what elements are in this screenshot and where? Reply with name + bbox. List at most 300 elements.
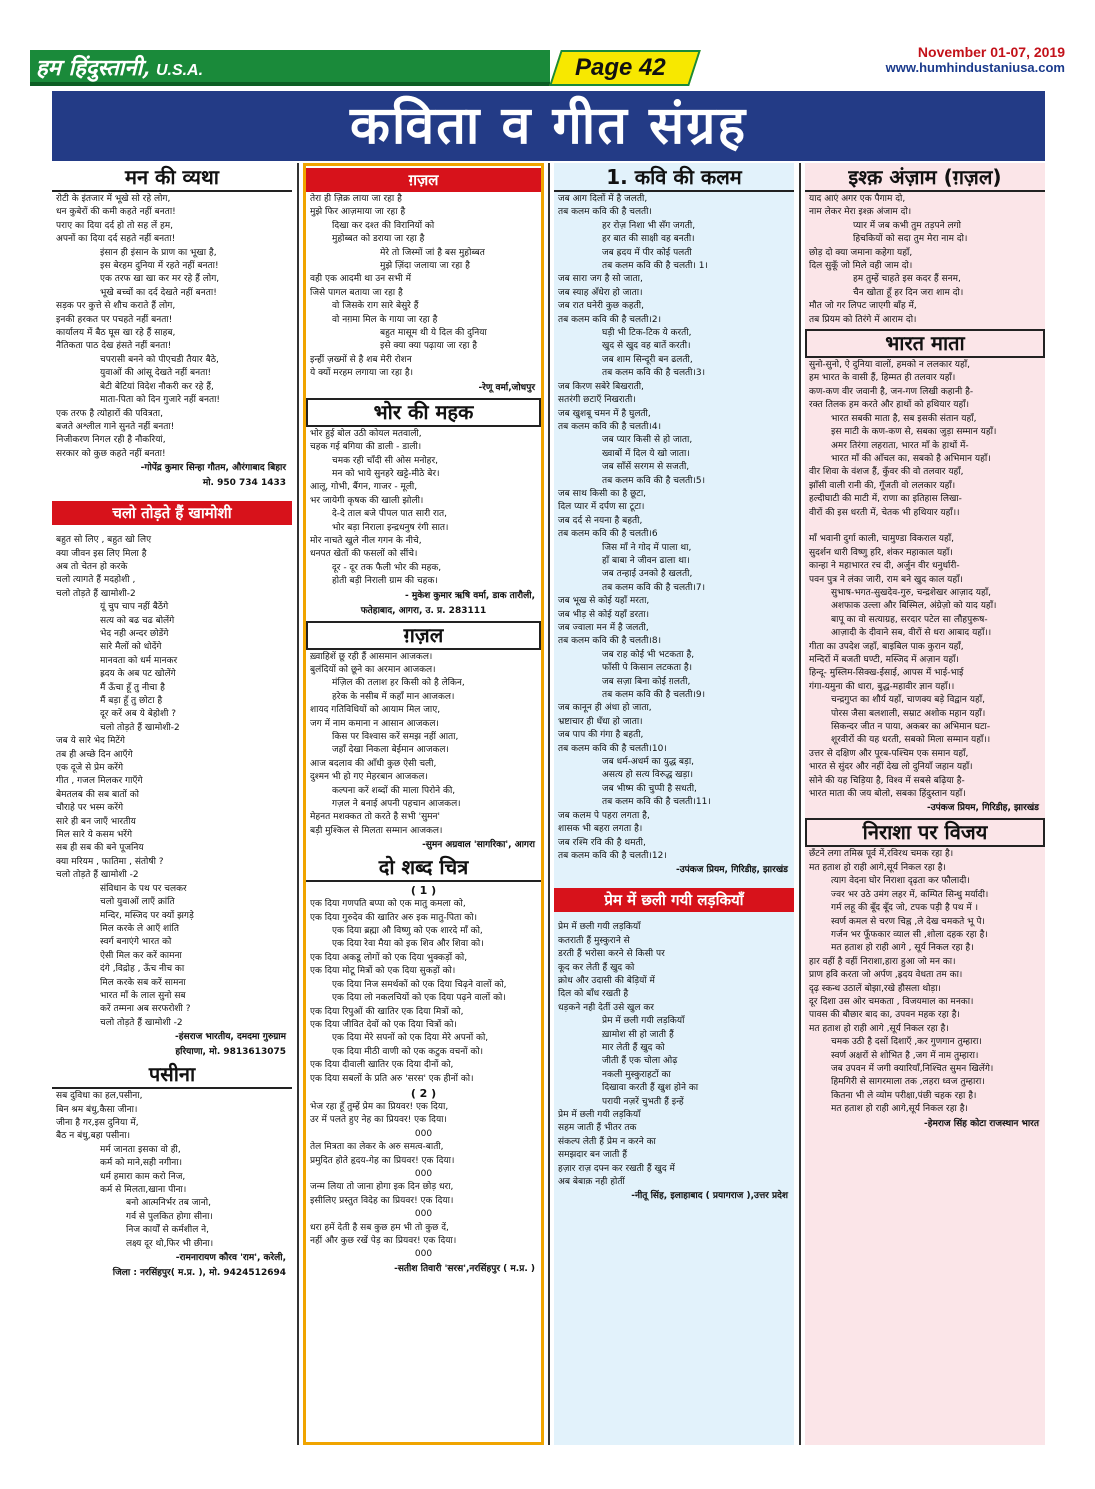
poem-line: धनपत खेतों की फसलों को सींचे। — [310, 549, 418, 560]
poem-line: जब प्यार किसी से हो जाता, — [602, 435, 693, 446]
poem-line: इस बेरहम दुनिया में रहते नहीं बनता! — [100, 261, 219, 272]
poem-line: क्या मरियम , फातिमा , संतोषी ? — [56, 856, 164, 867]
poem-line: नकली मुस्कुराहटों का — [602, 1069, 671, 1080]
poem-line: एक दूजे से प्रेम करेंगे — [56, 763, 124, 774]
poem-line: उत्तर से दक्षिण और पूरब-पश्चिम एक समान यहाँ, — [809, 748, 969, 759]
poem-line: परायी नज़रें चुभती हैं इन्हें — [602, 1096, 684, 1107]
poem-line: दुश्मन भी हो गए मेहरबान आजकल। — [310, 772, 428, 783]
poem-line: अशफाक उल्ला और बिस्मिल, अंग्रेज़ो को याद यहाँ। — [831, 601, 997, 612]
poem-line: चपरासी बनने को पीएचडी तैयार बैठे, — [100, 354, 219, 365]
poem-line: सड़क पर कुत्ते से शौच कराते हैं लोग, — [56, 301, 176, 312]
poem-line: पावस की बौछार बाद का, उपवन महक रहा है। — [809, 1010, 960, 1021]
poem-line: सत्य को बढ चढ बोलेंगे — [100, 615, 175, 626]
poem-line: इसे क्या क्या पढ़ाया जा रहा है — [380, 341, 478, 352]
poem-line: 000 — [414, 1128, 433, 1139]
poem-line: माँ भवानी दुर्गा काली, चामुण्डा विकराल यहाँ, — [809, 534, 954, 545]
poem-line: एक दिया गुरुदेव की खातिर अरु इक मातु-पिता को। — [310, 912, 477, 923]
poem-line: कार्यालय में बैठ घूस खा रहे हैं साहब, — [56, 328, 176, 339]
poem-line: बहुत सो लिए , बहुत खो लिए — [56, 535, 152, 546]
poem-line: भूखे बच्चों का दर्द देखते नहीं बनता! — [100, 287, 217, 298]
poem-line: चलो त्यागते हैं मदहोशी , — [56, 575, 136, 586]
poem-line: बापू का वो सत्याग्रह, सरदार पटेल सा लौहपुरूष- — [831, 614, 988, 625]
poem-line: यूं चुप चाप नहीं बैठेंगे — [100, 602, 169, 613]
poem-line: वीरों की इस धरती में, चेतक भी हथियार यहाँ।। — [809, 507, 960, 518]
poem-line: हम तुम्हें चाहते इस कदर हैं सनम, — [853, 274, 961, 285]
poem-line: तब कलम कवि की है चलती।11। — [602, 797, 711, 808]
poem-line: दूर दिशा उस ओर चमकता , विजयमाल का मनका। — [809, 996, 974, 1007]
poem-title: पसीना — [52, 1062, 292, 1089]
poem-line: करें तम्मना अब सरफरोशी ? — [100, 1004, 191, 1015]
poem-line: आज़ादी के दीवाने सब, वीरों से धरा आबाद यहाँ।। — [831, 628, 992, 639]
poem-line: शूरवीरों की यह धरती, सबको मिला सम्मान यहाँ।। — [831, 735, 991, 746]
brand-name — [36, 52, 203, 82]
poem-line: बुलंदियों को छूने का अरमान आजकल। — [310, 664, 436, 675]
poem-line: धरा हमें देती है सब कुछ हम भी तो कुछ दें, — [310, 1222, 449, 1233]
poem-line: इंसान ही इंसान के प्राण का भूखा है, — [100, 247, 217, 258]
poem-line: धड़कने नही देतीं उसे खुल कर — [558, 1002, 654, 1013]
column-divider — [799, 163, 801, 1445]
poem-line: नैतिकता पाठ देख हंसते नहीं बनता! — [56, 341, 172, 352]
poem-author: -रेणू वर्मा,जोधपुर — [478, 382, 535, 393]
poem-line: जब सारा जग है सो जाता, — [558, 274, 643, 285]
poem-line: प्रेम में छली गयी लड़कियाँ — [558, 922, 641, 933]
poem-line: क्या जीवन इस लिए मिला है — [56, 548, 147, 559]
column-4 — [805, 163, 1045, 1445]
poem-line: रोटी के इंतजार में भूखे सो रहे लोग, — [56, 194, 171, 204]
poem-line: सोने की यह चिड़िया है, विश्व में सबसे बढ़िया है- — [809, 775, 965, 786]
poem-line: तब कलम कवि की है चलती।12। — [558, 850, 667, 861]
poem-line: प्राण हवि करता जो अर्पण ,ह्रदय वेधता तम का। — [809, 970, 963, 981]
poem-line: दिखावा करती हैं खुश होने का — [602, 1083, 699, 1094]
poem-body — [306, 1101, 541, 1262]
poem-line: हल्दीघाटी की माटी में, राणा का इतिहास लिखा- — [809, 494, 962, 505]
poem-line: चलो तोड़ते हैं खामोशी -2 — [100, 1017, 183, 1028]
poem-line: एक दिया मीठी वाणी को एक कटुक वचनों को। — [332, 1046, 484, 1057]
poem-author: -उपंकज प्रियम, गिरिडीह, झारखंड — [927, 803, 1039, 814]
poem-line: जब धर्म-अधर्म का युद्ध बड़ा, — [602, 757, 695, 768]
poem-line: असत्य हो सत्य विरुद्ध खड़ा। — [602, 770, 694, 781]
poem-line: वो जिसके राग सारे बेसुरे हैं — [332, 301, 419, 312]
poem-body — [805, 848, 1045, 1116]
poem-line: मंज़िल की तलाश हर किसी को है लेकिन, — [332, 678, 465, 689]
poem-body — [52, 534, 292, 1030]
banner-title: कविता व गीत संग्रह — [349, 96, 748, 156]
poem-line: कतराती हैं मुस्कुराने से — [558, 935, 630, 946]
poem-line: ख्वाबों में दिल ये खो जाता। — [602, 448, 690, 459]
poem-line: उर में पलते हुए नेह का प्रियवर! एक दिया। — [310, 1115, 447, 1126]
poem-line: झाँसी वाली रानी की, गूँजती वो ललकार यहाँ। — [809, 480, 956, 491]
poem-line: चहक गई बगिया की डाली - डाली। — [310, 442, 422, 453]
poem-line: गंगा-यमुना की धारा, बुद्ध-महावीर ज्ञान यहाँ।। — [809, 681, 955, 692]
poem-line: माता-पिता को दिन गुजारे नहीं बनता! — [100, 395, 221, 406]
poem-line: जग में नाम कमाना न आसान आजकल। — [310, 718, 439, 729]
poem-line: जीना है गर,इस दुनिया में, — [56, 1117, 139, 1128]
poem-line: वही एक आदमी था उन सभी में — [310, 274, 411, 285]
poem-line: भोर बड़ा निराला इन्द्रधनुष रंगी सात। — [332, 522, 449, 533]
poem-line: एक दिया ब्रह्मा औ विष्णु को एक शारदे माँ को, — [332, 926, 483, 937]
poem-line: हम भारत के वासी हैं, हिम्मत ही तलवार यहाँ। — [809, 373, 956, 384]
poem-line: एक तरफ है त्योहारों की पवित्रता, — [56, 408, 163, 419]
poem-line: मौत जो गर लिपट जाएगी बाँह में, — [809, 301, 917, 312]
poem-line: सुनो-सुनो, ऐ दुनिया वालों, हमको न ललकार यहाँ, — [809, 360, 970, 371]
poem-line: चैन खोता हूँ हर दिन जरा शाम दो। — [853, 287, 964, 298]
poem-line: तब कलम कवि की है चलती।5। — [602, 475, 706, 486]
poem-line: जब साथ किसी का है छूटा, — [558, 488, 647, 499]
poem-line: जब कलम पे पहरा लगता है, — [558, 810, 650, 821]
poem-line: जब रश्मि रवि की है थमती, — [558, 837, 646, 848]
poem-line: कण-कण वीर जवानी है, जन-गण लिखी कहानी है- — [809, 386, 974, 397]
poem-line: त्याग वेदना घोर निराशा दृढ़ता कर फौलादी। — [831, 876, 970, 887]
poem-body — [52, 1090, 292, 1251]
stanza-number: ( 1 ) — [410, 884, 437, 898]
poem-body — [306, 428, 541, 589]
poem-line: जब साँसें सरगम से सजती, — [602, 462, 690, 473]
poem-line: मुझे ज़िंदा जलाया जा रहा है — [380, 261, 470, 272]
poem-line: संविधान के पथ पर चलकर — [100, 883, 187, 894]
poem-line: भेज रहा हूँ तुम्हें प्रेम का प्रियवर! एक दिया, — [310, 1101, 449, 1112]
poem-line: जब खुशबू चमन में है घुलती, — [558, 408, 651, 419]
poem-line: दंगे ,विद्रोह , ऊँच नीच का — [100, 964, 185, 975]
poem-line: गर्जन भर फूँफकार व्याल सी ,शोला दहक रहा है। — [831, 929, 988, 940]
poem-line: निजीकरण निगल रही है नौकरियां, — [56, 435, 166, 446]
poem-line: जब सज़ा बिना कोई ग़लती, — [602, 676, 691, 687]
poem-author: -हंसराज भारतीय, दमदमा गुरुग्राम — [174, 1032, 286, 1043]
poem-line: दृढ़ स्कन्ध उठालें बोझा,रखे हौसला थोड़ा। — [809, 983, 941, 994]
column-divider — [297, 163, 299, 1445]
poem-line: ख़्वाहिशें छू रही हैं आसमान आजकल। — [310, 651, 433, 662]
poem-line: चलो तोड़ते हैं खामोशी-2 — [100, 722, 180, 733]
poem-line: छोड़ दो क्या जमाना कहेगा यहाँ, — [809, 247, 913, 258]
poem-line: हिमगिरी से सागरमाला तक ,लहरा ध्वज तुम्हारा। — [831, 1077, 985, 1088]
poem-line: भारत माँ की आँचल का, सबको है अभिमान यहाँ। — [831, 453, 991, 464]
poem-line: तेरा ही ज़िक्र लाया जा रहा है — [310, 194, 402, 204]
poem-line: बेमतलब की सब बातों को — [56, 789, 139, 800]
poem-title: 1. कवि की कलम — [554, 165, 794, 192]
poem-author: -हेमराज सिंह कोटा राजस्थान भारत — [924, 1118, 1039, 1129]
poem-line: ये क्यों मरहम लगाया जा रहा है। — [310, 368, 414, 379]
poem-line: तब कलम कवि की है चलती।6 — [558, 529, 658, 540]
poem-line: भारत माँ के लाल सुनो सब — [100, 990, 186, 1001]
poem-line: एक दिया रिपुओं की खातिर एक दिया मित्रों को, — [310, 1006, 464, 1017]
poem-line: दिखा कर दश्त की विरानियों को — [332, 220, 435, 231]
poem-line: सब ही सब की बने पूजनिय — [56, 843, 144, 854]
poem-title: दो शब्द चित्र — [306, 855, 541, 882]
poem-line: मुहोब्बत को डराया जा रहा है — [332, 234, 425, 245]
poem-author: -सतीश तिवारी 'सरस',नरसिंहपुर ( म.प्र. ) — [394, 1263, 535, 1274]
poem-line: ख़ामोश सी हो जाती हैं — [602, 1029, 674, 1040]
poem-line: ह्रदय के अब पट खोलेंगे — [100, 669, 176, 680]
poem-line: मानवता को धर्म मानकर — [100, 655, 178, 666]
poem-line: गर्म लहू की बूँद बूँद जो, टपक पड़ी है पथ में । — [831, 903, 979, 914]
poem-line: होती बड़ी निराली ग्राम की चहक। — [332, 576, 438, 587]
poem-line: जन्म लिया तो जाना होगा इक दिन छोड़ धरा, — [310, 1182, 454, 1193]
column-2 — [303, 163, 544, 1445]
poem-line: कल्पना करें शब्दों की माला पिरोने की, — [332, 785, 456, 796]
poem-line: गज़ल ने बनाई अपनी पहचान आजकल। — [332, 799, 461, 810]
poem-line — [809, 520, 1041, 533]
issue-date: November 01-07, 2019 — [917, 44, 1065, 60]
issue-info — [886, 44, 1065, 75]
poem-line: पराए का दिया दर्द हो तो सह लें हम, — [56, 220, 174, 231]
poem-body — [554, 193, 794, 863]
poem-line: जब दर्द से नयना है बहती, — [558, 515, 643, 526]
poem-line: इस माटी के कण-कण से, सबका जुड़ा सम्मान यहाँ। — [831, 427, 997, 438]
poem-line: बिन श्रम बंधु,कैसा जीना। — [56, 1104, 138, 1115]
poem-line: मर्म जानता इसका वो ही, — [100, 1144, 181, 1155]
poem-title: ग़ज़ल — [306, 621, 541, 650]
poem-line: सारे मैलों को धोदेंगे — [100, 642, 162, 653]
poem-line: जब आग दिलों में है जलती, — [558, 194, 648, 204]
poem-line: युवाओं की आंसू देखते नहीं बनता! — [100, 368, 212, 379]
poem-line: तब ही अच्छे दिन आएँगे — [56, 749, 133, 760]
poem-line: तब कलम कवि की है चलती।7। — [602, 582, 706, 593]
poem-line: मेरे तो जिस्मों जां है बस मुहोब्बत — [380, 247, 485, 258]
poem-line: भोर हुई बोल उठी कोयल मतवाली, — [310, 428, 422, 439]
poem-line: एक दिया निज समर्थकों को एक दिया चिढ़ने वालों को, — [332, 979, 507, 990]
poem-line: सुभाष-भगत-सुखदेव-गुरु, चन्द्रशेखर आज़ाद यहाँ, — [831, 587, 991, 598]
poem-line: तब कलम कवि की है चलती।10। — [558, 743, 667, 754]
poem-line: मिल सारे ये कसम भरेंगे — [56, 830, 133, 841]
poem-title: भारत माता — [805, 329, 1045, 358]
author-place: फतेहाबाद, आगरा, उ. प्र. 283111 — [360, 605, 487, 616]
poem-line: याद आएं अगर एक पैगाम दो, — [809, 194, 906, 204]
poem-line: दूर करें अब ये बेहोशी ? — [100, 709, 177, 720]
poem-line: जहाँ देखा निकला बेईमान आजकल। — [332, 745, 449, 756]
poem-line: एक दिया अकडू लोगों को एक दिया भुक्कड़ों को, — [310, 952, 468, 963]
poem-title: निराशा पर विजय — [805, 818, 1045, 847]
poem-line: पवन पुत्र ने लंका जारी, राम बने खुद काल यहाँ। — [809, 574, 963, 585]
poem-line: इनकी हरकत पर पचहते नहीं बनता! — [56, 314, 173, 325]
poem-line: दिल सुकूँ जो मिले वही जाम दो। — [809, 261, 913, 272]
poem-line: बैठ न बंधु,बहा पसीना। — [56, 1131, 130, 1142]
poem-line: मन्दिर, मस्जिद पर क्यों झगड़े — [100, 910, 194, 921]
poem-line: हिचकियों को सदा तुम मेरा नाम दो। — [853, 234, 968, 245]
poem-line: मत हताश हो राही आगे ,सूर्य निकल रहा है। — [809, 1023, 949, 1034]
poem-line: सब दुविधा का हल,पसीना, — [56, 1091, 143, 1102]
poem-body — [306, 193, 541, 381]
poem-line: इन्हीं ज़ख्मों से है शब मेरी रोशन — [310, 354, 412, 365]
poem-body — [52, 193, 292, 461]
poem-line: जब रात घनेरी कुछ कहती, — [558, 301, 644, 312]
poem-line: जब भीड़ से कोई यहाँ डरता। — [558, 609, 650, 620]
poem-line: चलो तोड़ते हैं खामोशी-2 — [56, 588, 136, 599]
poem-line: निज कार्यों से कर्मशील ने, — [126, 1225, 210, 1236]
poem-line: वो नग़मा मिल के गाया जा रहा है — [332, 314, 438, 325]
poem-line: इसीलिए प्रस्तुत विदेह का प्रियवर! एक दिया। — [310, 1195, 454, 1206]
poem-line: घड़ी भी टिक-टिक ये करती, — [602, 328, 692, 339]
poem-line: हर रोज़ निशा भी सँग जगती, — [602, 220, 696, 231]
poem-line: मन को भाये सुनहरे खट्टे-मीठे बेर। — [332, 468, 440, 479]
poem-author: -गोपेंद्र कुमार सिन्हा गौतम, औरंगाबाद बिहार — [140, 463, 286, 474]
poem-line: वीर शिवा के वंशज हैं, कुँवर की वो तलवार यहाँ, — [809, 467, 964, 478]
stanza-number: ( 2 ) — [410, 1086, 437, 1100]
poem-line: प्रमुदित होते हृदय-गेह का प्रियवर! एक दिया। — [310, 1155, 455, 1166]
poem-line: एक दिया रेवा मैया को इक शिव और शिवा को। — [332, 939, 484, 950]
poem-line: बनो आत्मनिर्भर तब जानो, — [126, 1198, 211, 1209]
poem-line: सहम जाती हैं भीतर तक — [558, 1123, 637, 1134]
poem-line: एक दिया सबलों के प्रति अरु 'सरस' एक हीनों को। — [310, 1073, 474, 1084]
poem-line: हज़ार राज़ दफ्न कर रखती हैं खुद में — [558, 1163, 675, 1174]
poem-line: चमक रही चाँदी सी ओस मनोहर, — [332, 455, 438, 466]
poem-author: -रामनारायण कौरव 'राम', करेली, — [175, 1253, 286, 1264]
poem-line: मेहनत मशक्कत तो करते है सभी 'सुमन' — [310, 812, 441, 823]
poem-title: चलो तोड़ते हैं खामोशी — [52, 501, 292, 525]
poem-line: मन्दिरों में बजती घण्टी, मस्जिद में अज़ान यहाँ। — [809, 655, 959, 665]
poem-line: सतरंगी छटाएँ निखराती। — [558, 395, 636, 406]
poem-line: मत हताश हो राही आगे,सूर्य निकल रहा है। — [831, 1104, 968, 1115]
column-3 — [554, 163, 794, 1445]
poem-line: धर्म हमारा काम करो निज, — [100, 1171, 186, 1182]
poem-line: सरकार को कुछ कहते नहीं बनता! — [56, 448, 166, 459]
poem-body — [306, 898, 541, 1086]
poem-line: शासक भी बहरा लगता है। — [558, 824, 643, 835]
poem-line: मुझे फिर आज़माया जा रहा है — [310, 207, 406, 218]
poem-line: 000 — [414, 1209, 433, 1220]
poem-line: कितना भी ले व्योम परीक्षा,पंछी चहक रहा है। — [831, 1090, 977, 1101]
column-1 — [52, 163, 292, 1445]
poem-body — [805, 193, 1045, 327]
author-phone: मो. 950 734 1433 — [202, 478, 286, 489]
poem-line: जब पाप की गंगा है बहती, — [558, 730, 644, 741]
poem-line: आलू, गोभी, बैंगन, गाजर - मूली, — [310, 482, 418, 493]
poem-line: कान्हा ने महाभारत रच दी, अर्जुन वीर धनुर्धारी- — [809, 561, 960, 572]
author-place: हरियाणा, मो. 9813613075 — [175, 1047, 286, 1058]
poem-line: मिल करके ले आएँ शांति — [100, 923, 179, 934]
brand-bar — [30, 50, 550, 86]
poem-line: जब स्याह अँधेरा हो जाता। — [558, 287, 643, 298]
poem-line: बेटी बेटियां विदेश नौकरी कर रहे हैं, — [100, 381, 214, 392]
poem-title: प्रेम में छली गयी लड़कियाँ — [554, 888, 794, 912]
poem-line: तेल मित्रता का लेकर के अरु समत्व-बाती, — [310, 1142, 444, 1153]
poem-line: एक दिया मेरे सपनों को एक दिया मेरे अपनों को, — [332, 1033, 489, 1044]
poem-author: - मुकेश कुमार ऋषि वर्मा, डाक तारौली, — [405, 590, 535, 601]
brand-text: हम हिंदुस्तानी, — [36, 55, 150, 81]
poem-line: नहीं और कुछ रखें पेड़ का प्रियवर! एक दिया। — [310, 1236, 457, 1246]
poem-title: भोर की महक — [306, 398, 541, 427]
poem-line: हाँ बाबा ने जीवन ढाला था। — [602, 555, 690, 566]
poem-line: मोर नाचते खुले नील गगन के नीचे, — [310, 535, 422, 546]
poem-line: सारे ही बन जाएँ भारतीय — [56, 816, 136, 827]
poem-line: डरती हैं भरोसा करने से किसी पर — [558, 949, 665, 960]
brand-suffix: U.S.A. — [155, 62, 204, 79]
poem-line: जब उपवन में जगी क्यारियाँ,निश्चित सुमन खिलेंगे। — [831, 1063, 994, 1074]
poem-line: स्वर्ग बनाएंगे भारत को — [100, 937, 172, 948]
poem-line: तब कलम कवि की है चलती।2। — [558, 314, 662, 325]
poem-line: भर जायेगी कृषक की खाली झोली। — [310, 495, 424, 506]
poem-line: लक्ष्य दूर थो,फिर भी छीना। — [126, 1238, 214, 1249]
poem-line: खुद से खुद वह बातें करती। — [602, 341, 691, 352]
poem-line: तब प्रियम को तिरंगे में आराम दो। — [809, 314, 917, 325]
poem-title: ग़ज़ल — [306, 168, 541, 192]
poem-line: भ्रष्टाचार ही धँधा हो जाता। — [558, 716, 643, 727]
poem-line: कर्म से मिलता,खाना पीना। — [100, 1185, 187, 1195]
poem-line: जब किरण सबेरे बिखराती, — [558, 381, 644, 392]
poem-line: ऐसी मिल कर करें कामना — [100, 950, 182, 961]
column-divider — [548, 163, 550, 1445]
poem-line: जब ये सारे भेद मिटेंगे — [56, 736, 125, 747]
poem-line: तब कलम कवि की है चलती।9। — [602, 690, 706, 701]
poem-body — [554, 921, 794, 1189]
masthead — [30, 44, 1065, 86]
poem-line: अमर तिरंगा लहराता, भारत माँ के हाथों में- — [831, 440, 969, 451]
poem-line: बजते अश्लील गाने सुनते नहीं बनता! — [56, 421, 175, 432]
poem-line: 000 — [414, 1249, 433, 1260]
poem-line: कूद कर लेती हैं खुद को — [558, 962, 635, 973]
poem-line: आज बदलाव की आँधी कुछ ऐसी चली, — [310, 758, 437, 769]
poem-line: गीता का उपदेश जहाँ, बाइबिल पाक कुरान यहाँ, — [809, 641, 964, 652]
poem-line: जब ज्वाला मन में है जलती, — [558, 623, 649, 633]
poem-line: ज्वर भर उठे उमंग लहर में, कम्पित सिन्धु मर्यादी। — [831, 889, 989, 900]
poem-title: इश्क़ अंज़ाम (ग़ज़ल) — [805, 165, 1045, 192]
poem-line: एक दिया लो नकलचियों को एक दिया पढ़ने वालों को। — [332, 993, 506, 1004]
poem-line: जब राह कोई भी भटकता है, — [602, 649, 695, 660]
author-place: जिला : नरसिंहपुर( म.प्र. ), मो. 9424512694 — [112, 1268, 286, 1279]
poem-body — [805, 359, 1045, 801]
poem-line: प्रेम में छली गयी लड़कियाँ — [558, 1110, 641, 1120]
poem-line: भेद नही अन्दर छोडेंगे — [100, 628, 169, 639]
poem-line: हिन्दू- मुस्लिम-सिक्ख-ईसाई, आपस में भाई-भाई — [809, 668, 964, 679]
poem-line: जिसे पागल बताया जा रहा है — [310, 287, 403, 298]
poem-line: हर बात की साक्षी वह बनती। — [602, 234, 695, 245]
poem-line: चलो तोड़ते हैं खामोशी -2 — [56, 870, 139, 881]
poem-line: बड़ी मुश्किल से मिलता सम्मान आजकल। — [310, 825, 443, 836]
poem-author: -नीतू सिंह, इलाहाबाद ( प्रयागराज ),उत्तर प्रदेश — [631, 1191, 788, 1202]
poem-line: गीत , गजल मिलकर गाएँगे — [56, 776, 143, 787]
poem-line: पोरस जैसा बलशाली, सम्राट अशोक महान यहाँ। — [831, 708, 986, 719]
poem-line: बहुत मासूम थी ये दिल की दुनिया — [380, 328, 487, 339]
poem-line: समझदार बन जाती हैं — [558, 1150, 628, 1161]
poem-line: जब ह्रदय में पीर कोई पलती — [602, 247, 692, 258]
poem-line: मैं बड़ा हूँ तु छोटा है — [100, 696, 163, 706]
poem-line: जिस माँ ने गोद में पाला था, — [602, 542, 692, 553]
poem-line: कर्म को माने,सही नगीना। — [100, 1158, 183, 1169]
poem-line: चन्द्रगुप्त का शौर्य यहाँ, चाणक्य बड़े विद्वान यहाँ, — [831, 695, 985, 706]
poem-line: दूर - दूर तक फैली भोर की महक, — [332, 562, 442, 573]
poem-line: एक दिया गणपति बप्पा को एक मातु कमला को, — [310, 899, 466, 910]
poem-line: मार लेती हैं खुद को — [602, 1042, 665, 1053]
poem-line: दिल प्यार में दर्पण सा टूटा। — [558, 502, 645, 513]
poem-line: जीती हैं एक चोला ओढ़ — [602, 1056, 678, 1067]
poem-line: तब कलम कवि की है चलती।4। — [558, 421, 662, 432]
poem-line: चौराहे पर भस्म करेंगे — [56, 803, 124, 814]
poem-line: नाम लेकर मेरा इश्क़ अंजाम दो। — [809, 207, 912, 218]
poem-line: अब तो चेतन हो करके — [56, 561, 128, 572]
poem-author: -सुमन अग्रवाल 'सागरिका', आगरा — [422, 840, 535, 851]
poem-line: 000 — [414, 1168, 433, 1179]
poem-line: मिल करके सब करें सामना — [100, 977, 186, 988]
poem-line: तब कलम कवि की है चलती।8। — [558, 636, 662, 647]
poem-line: जब तन्हाई उनको है खलती, — [602, 569, 693, 580]
poem-author: -उपंकज प्रियम, गिरिडीह, झारखंड — [676, 865, 788, 876]
poem-line: दिल को बाँध रखती है — [558, 989, 629, 1000]
poem-title: मन की व्यथा — [52, 165, 292, 192]
poem-line: स्वर्ण अक्षरों से शोभित है ,जग में नाम तुम्हारा। — [831, 1050, 979, 1061]
poem-line: प्रेम में छली गयी लड़कियाँ — [602, 1016, 685, 1027]
poem-line: अपनों का दिया दर्द सहते नहीं बनता! — [56, 234, 176, 245]
poem-line: भारत माता की जय बोलो, सबका हिंदुस्तान यहाँ। — [809, 789, 966, 800]
website-link[interactable]: www.humhindustaniusa.com — [885, 60, 1065, 75]
poem-line: सुदर्शन धारी विष्णु हरि, शंकर महाकाल यहाँ। — [809, 547, 953, 558]
poem-line: मत हताश हो राही आगे , सूर्य निकल रहा है। — [831, 943, 974, 954]
poem-line: जब शाम सिन्दूरी बन ढलती, — [602, 354, 693, 365]
poem-line: एक दिया जीवित देवों को एक दिया चित्रों को। — [310, 1019, 457, 1030]
poem-line: प्यार में जब कभी तुम तड़पने लगो — [853, 220, 961, 231]
poem-line: तब कलम कवि की है चलती।3। — [602, 368, 706, 379]
poem-line: छँटने लगा तमिस्र पूर्व में,रविरथ चमक रहा है। — [809, 849, 954, 860]
poem-line: मैं ऊँचा हूँ तु नीचा है — [100, 682, 165, 693]
poem-line: फाँसी पे किसान लटकता है। — [602, 663, 693, 674]
poem-line: स्वर्ण कमल से चरण चिह्न ,ले देख चमकते भू पे। — [831, 916, 985, 927]
